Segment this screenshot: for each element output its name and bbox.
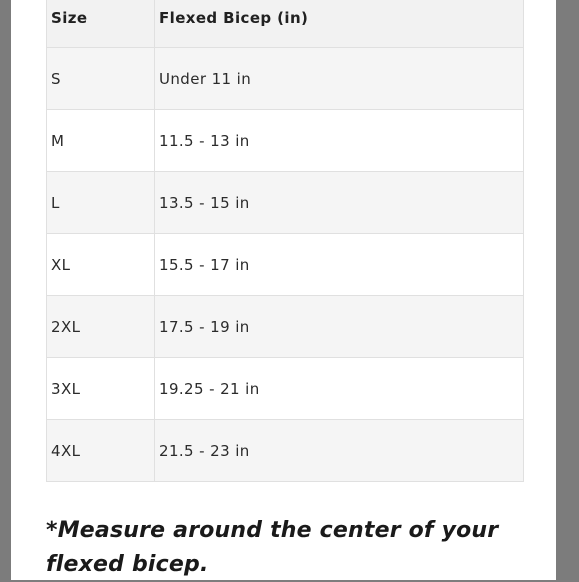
table-row: [47, 234, 524, 296]
size-cell: M: [47, 110, 155, 172]
bicep-cell: 11.5 - 13 in: [155, 110, 524, 172]
bicep-cell: 17.5 - 19 in: [155, 296, 524, 358]
table-row: [47, 48, 524, 110]
bicep-cell: Under 11 in: [155, 48, 524, 110]
table-row: [47, 296, 524, 358]
size-cell: XL: [47, 234, 155, 296]
bicep-cell: 19.25 - 21 in: [155, 358, 524, 420]
table-row: [47, 358, 524, 420]
left-frame: [0, 0, 11, 580]
size-chart-table: [46, 0, 524, 482]
right-frame: [556, 0, 579, 580]
size-cell: S: [47, 48, 155, 110]
size-cell: L: [47, 172, 155, 234]
column-header-size-label: Size: [51, 9, 88, 27]
content-panel: [11, 0, 556, 580]
measurement-note: *Measure around the center of your flexed bicep.: [46, 518, 499, 577]
table-row: [47, 420, 524, 482]
table-header-row: [47, 0, 524, 48]
size-cell: 3XL: [47, 358, 155, 420]
table-row: [47, 110, 524, 172]
column-header-size: [47, 0, 155, 48]
bicep-cell: 13.5 - 15 in: [155, 172, 524, 234]
size-cell: 4XL: [47, 420, 155, 482]
table-row: [47, 172, 524, 234]
bicep-cell: 21.5 - 23 in: [155, 420, 524, 482]
column-header-flexed-bicep-label: Flexed Bicep (in): [159, 9, 309, 27]
bicep-cell: 15.5 - 17 in: [155, 234, 524, 296]
column-header-flexed-bicep: [155, 0, 524, 48]
size-cell: 2XL: [47, 296, 155, 358]
